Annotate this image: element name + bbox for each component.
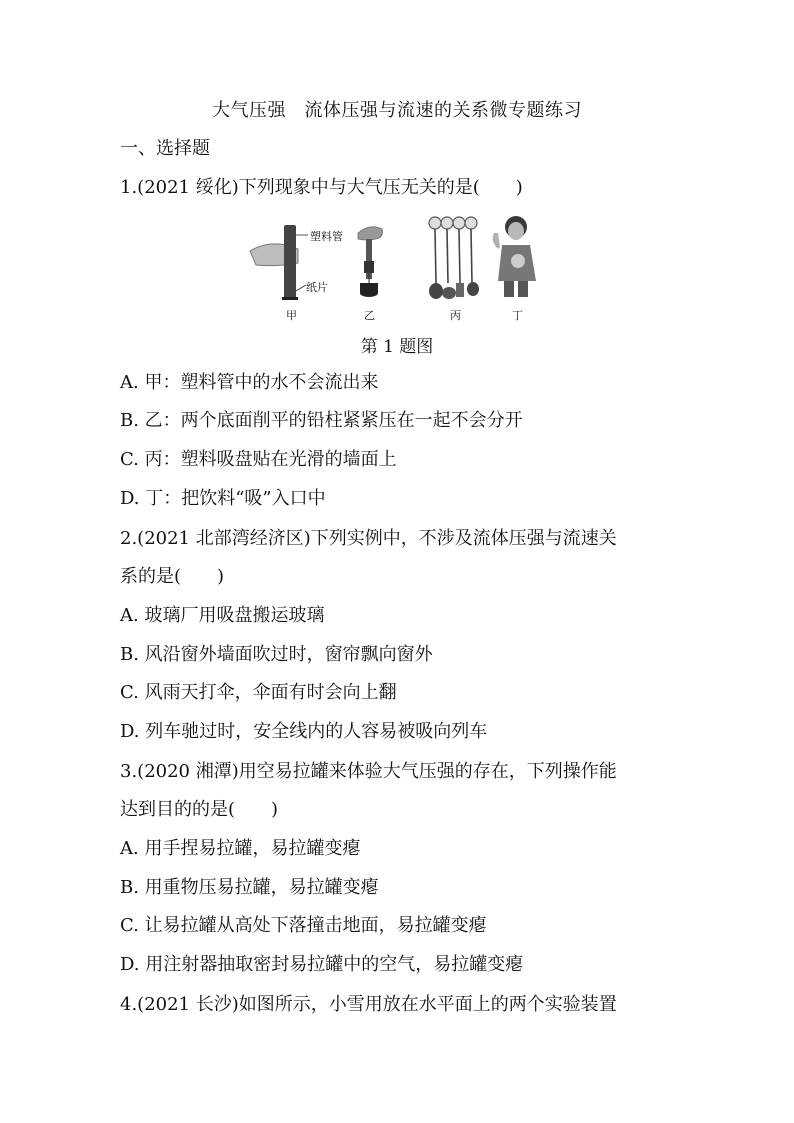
figure-tag-plastic-tube: 塑料管 (310, 230, 343, 243)
question-1-figure (246, 211, 546, 323)
figure-yi-illustration (358, 227, 382, 297)
figure-ding-illustration (493, 216, 536, 297)
question-2-stem-line2: 系的是( ) (120, 566, 225, 587)
figure-label-bing: 丙 (450, 309, 461, 322)
figure-label-jia: 甲 (286, 309, 297, 322)
q1-option-a: A. 甲：塑料管中的水不会流出来 (120, 372, 379, 393)
q3-option-b: B. 用重物压易拉罐，易拉罐变瘪 (120, 877, 379, 898)
question-4-stem-line1: 4.(2021 长沙)如图所示，小雪用放在水平面上的两个实验装置 (120, 994, 617, 1015)
q3-option-a: A. 用手捏易拉罐，易拉罐变瘪 (120, 838, 361, 859)
section-heading: 一、选择题 (120, 138, 210, 159)
q3-option-c: C. 让易拉罐从高处下落撞击地面，易拉罐变瘪 (120, 915, 487, 936)
q1-option-d: D. 丁：把饮料“吸”入口中 (120, 488, 326, 509)
figure-caption: 第 1 题图 (360, 337, 434, 357)
q2-option-c: C. 风雨天打伞，伞面有时会向上翻 (120, 682, 397, 703)
figure-bing-illustration (429, 217, 479, 299)
q1-option-b: B. 乙：两个底面削平的铅柱紧紧压在一起不会分开 (120, 410, 523, 431)
figure-tag-paper: 纸片 (306, 281, 328, 294)
page-title: 大气压强 流体压强与流速的关系微专题练习 (212, 100, 582, 121)
figure-label-ding: 丁 (512, 309, 523, 322)
question-2-stem-line1: 2.(2021 北部湾经济区)下列实例中，不涉及流体压强与流速关 (120, 528, 617, 549)
question-3-stem-line1: 3.(2020 湘潭)用空易拉罐来体验大气压强的存在，下列操作能 (120, 761, 617, 782)
q2-option-a: A. 玻璃厂用吸盘搬运玻璃 (120, 605, 325, 626)
q3-option-d: D. 用注射器抽取密封易拉罐中的空气，易拉罐变瘪 (120, 954, 524, 975)
question-3-stem-line2: 达到目的的是( ) (120, 799, 279, 820)
question-1-stem: 1.(2021 绥化)下列现象中与大气压无关的是( ) (120, 177, 523, 198)
q2-option-b: B. 风沿窗外墙面吹过时，窗帘飘向窗外 (120, 644, 433, 665)
q1-option-c: C. 丙：塑料吸盘贴在光滑的墙面上 (120, 449, 397, 470)
q2-option-d: D. 列车驰过时，安全线内的人容易被吸向列车 (120, 721, 488, 742)
figure-jia-illustration (250, 225, 308, 300)
figure-label-yi: 乙 (364, 309, 375, 322)
